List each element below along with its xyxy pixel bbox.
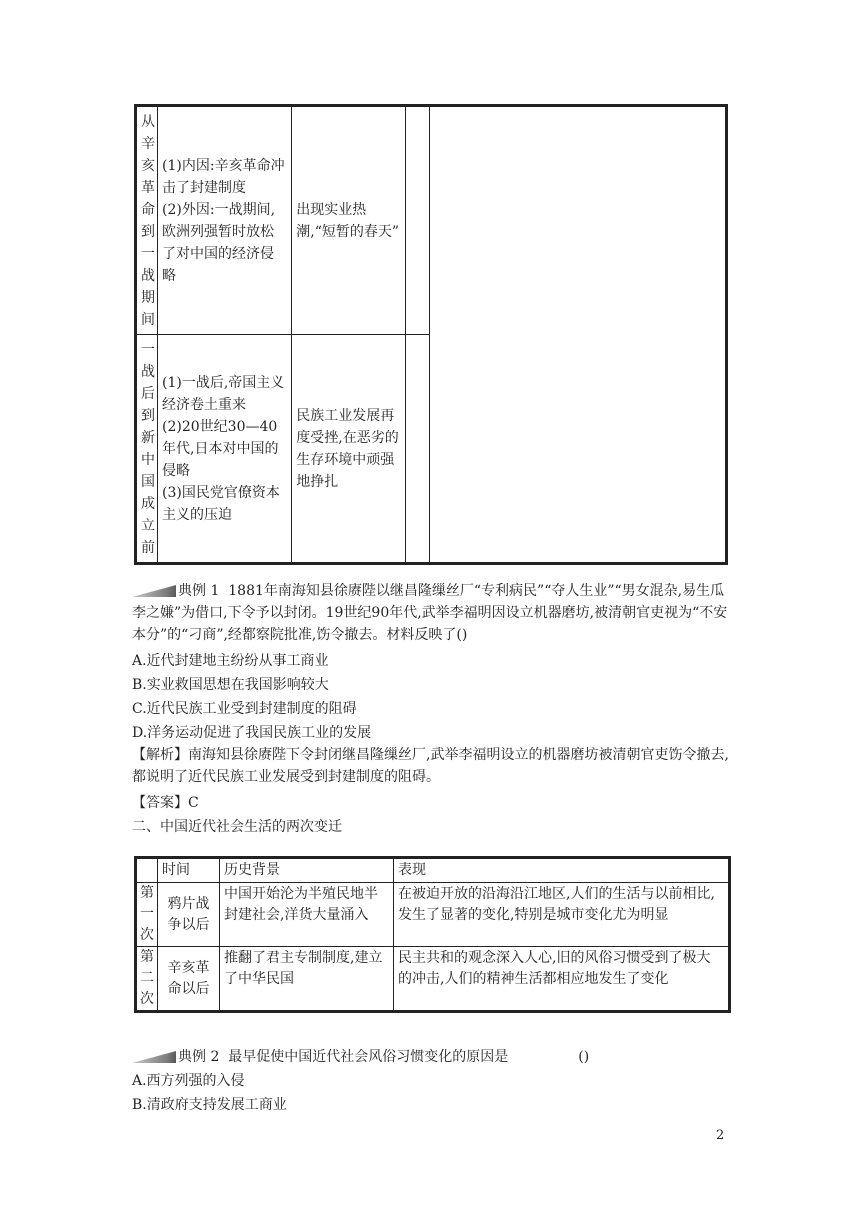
table-row <box>136 883 730 947</box>
table-row <box>136 947 730 1012</box>
row-label-cell: 第 一 次 <box>136 883 158 947</box>
option-b: B.清政府支持发展工商业 <box>132 1097 287 1113</box>
background-cell: 推翻了君主专制制度,建立了中华民国 <box>220 947 394 1012</box>
page-number: 2 <box>716 1128 725 1143</box>
analysis-label: 【解析】 <box>132 747 188 763</box>
example-label: 典例 2 <box>178 1049 220 1065</box>
development-table <box>134 104 728 565</box>
empty-cell <box>406 335 430 564</box>
example-1-question <box>132 580 732 646</box>
time-cell: 辛亥革命以后 <box>158 947 220 1012</box>
analysis <box>132 744 732 788</box>
answer-blank: () <box>578 1049 590 1065</box>
causes-cell <box>158 335 292 564</box>
cause-item: (3)国民党官僚资本主义的压迫 <box>162 484 280 523</box>
result-cell: 民族工业发展再度受挫,在恶劣的生存环境中顽强地挣扎 <box>292 335 406 564</box>
option-d: D.洋务运动促进了我国民族工业的发展 <box>132 725 372 741</box>
option-a: A.近代封建地主纷纷从事工商业 <box>132 653 329 669</box>
example-badge-icon <box>132 585 176 597</box>
result-cell: 出现实业热潮,“短暂的春天” <box>292 106 406 335</box>
header-cell: 历史背景 <box>220 858 394 883</box>
period-cell: 一 战 后 到 新 中 国 成 立 前 <box>136 335 158 564</box>
example-label: 典例 1 <box>178 583 220 599</box>
causes-cell <box>158 106 292 335</box>
option-c: C.近代民族工业受到封建制度的阻碍 <box>132 701 357 717</box>
cause-item: (1)内因:辛亥革命冲击了封建制度 <box>162 157 285 196</box>
analysis-text: 南海知县徐赓陛下令封闭继昌隆缫丝厂,武举李福明设立的机器磨坊被清朝官吏饬令撤去,都说明了近代民族工业发展受到封建制度的阻碍。 <box>132 747 729 785</box>
header-cell: 表现 <box>394 858 730 883</box>
period-cell: 从 辛 亥 革 命 到 一 战 期 间 <box>136 106 158 335</box>
empty-cell <box>406 106 430 335</box>
section-title: 二、中国近代社会生活的两次变迁 <box>132 819 342 835</box>
cause-item: (2)外因:一战期间,欧洲列强暂时放松了对中国的经济侵略 <box>162 201 276 284</box>
time-cell: 鸦片战争以后 <box>158 883 220 947</box>
option-a: A.西方列强的入侵 <box>132 1073 245 1089</box>
performance-cell: 民主共和的观念深入人心,旧的风俗习惯受到了极大的冲击,人们的精神生活都相应地发生了变化 <box>394 947 730 1012</box>
header-cell: 时间 <box>158 858 220 883</box>
social-life-table <box>134 856 731 1013</box>
example-badge-icon <box>132 1051 176 1063</box>
cause-item: (2)20世纪30—40年代,日本对中国的侵略 <box>162 418 279 479</box>
example-2-question <box>132 1046 732 1068</box>
answer-value: C <box>188 795 199 811</box>
header-cell <box>136 858 158 883</box>
table-row <box>136 106 727 335</box>
question-text: 1881年南海知县徐赓陛以继昌隆缫丝厂“专利病民”“夺人生业”“男女混杂,易生瓜李之嫌”为借口,下令予以封闭。19世纪90年代,武举李福明因设立机器磨坊,被清朝官吏视为“不安本分”的“刁商”,经都察院批准,饬令撤去。材料反映了() <box>132 583 728 643</box>
option-b: B.实业救国思想在我国影响较大 <box>132 677 329 693</box>
answer <box>132 792 732 814</box>
cause-item: (1)一战后,帝国主义经济卷土重来 <box>162 374 285 413</box>
answer-label: 【答案】 <box>132 795 188 811</box>
empty-cell <box>430 106 727 564</box>
table-header-row <box>136 858 730 883</box>
performance-cell: 在被迫开放的沿海沿江地区,人们的生活与以前相比,发生了显著的变化,特别是城市变化尤为明显 <box>394 883 730 947</box>
question-text: 最早促使中国近代社会风俗习惯变化的原因是 <box>228 1049 509 1065</box>
row-label-cell: 第 二 次 <box>136 947 158 1012</box>
background-cell: 中国开始沦为半殖民地半封建社会,洋货大量涌入 <box>220 883 394 947</box>
